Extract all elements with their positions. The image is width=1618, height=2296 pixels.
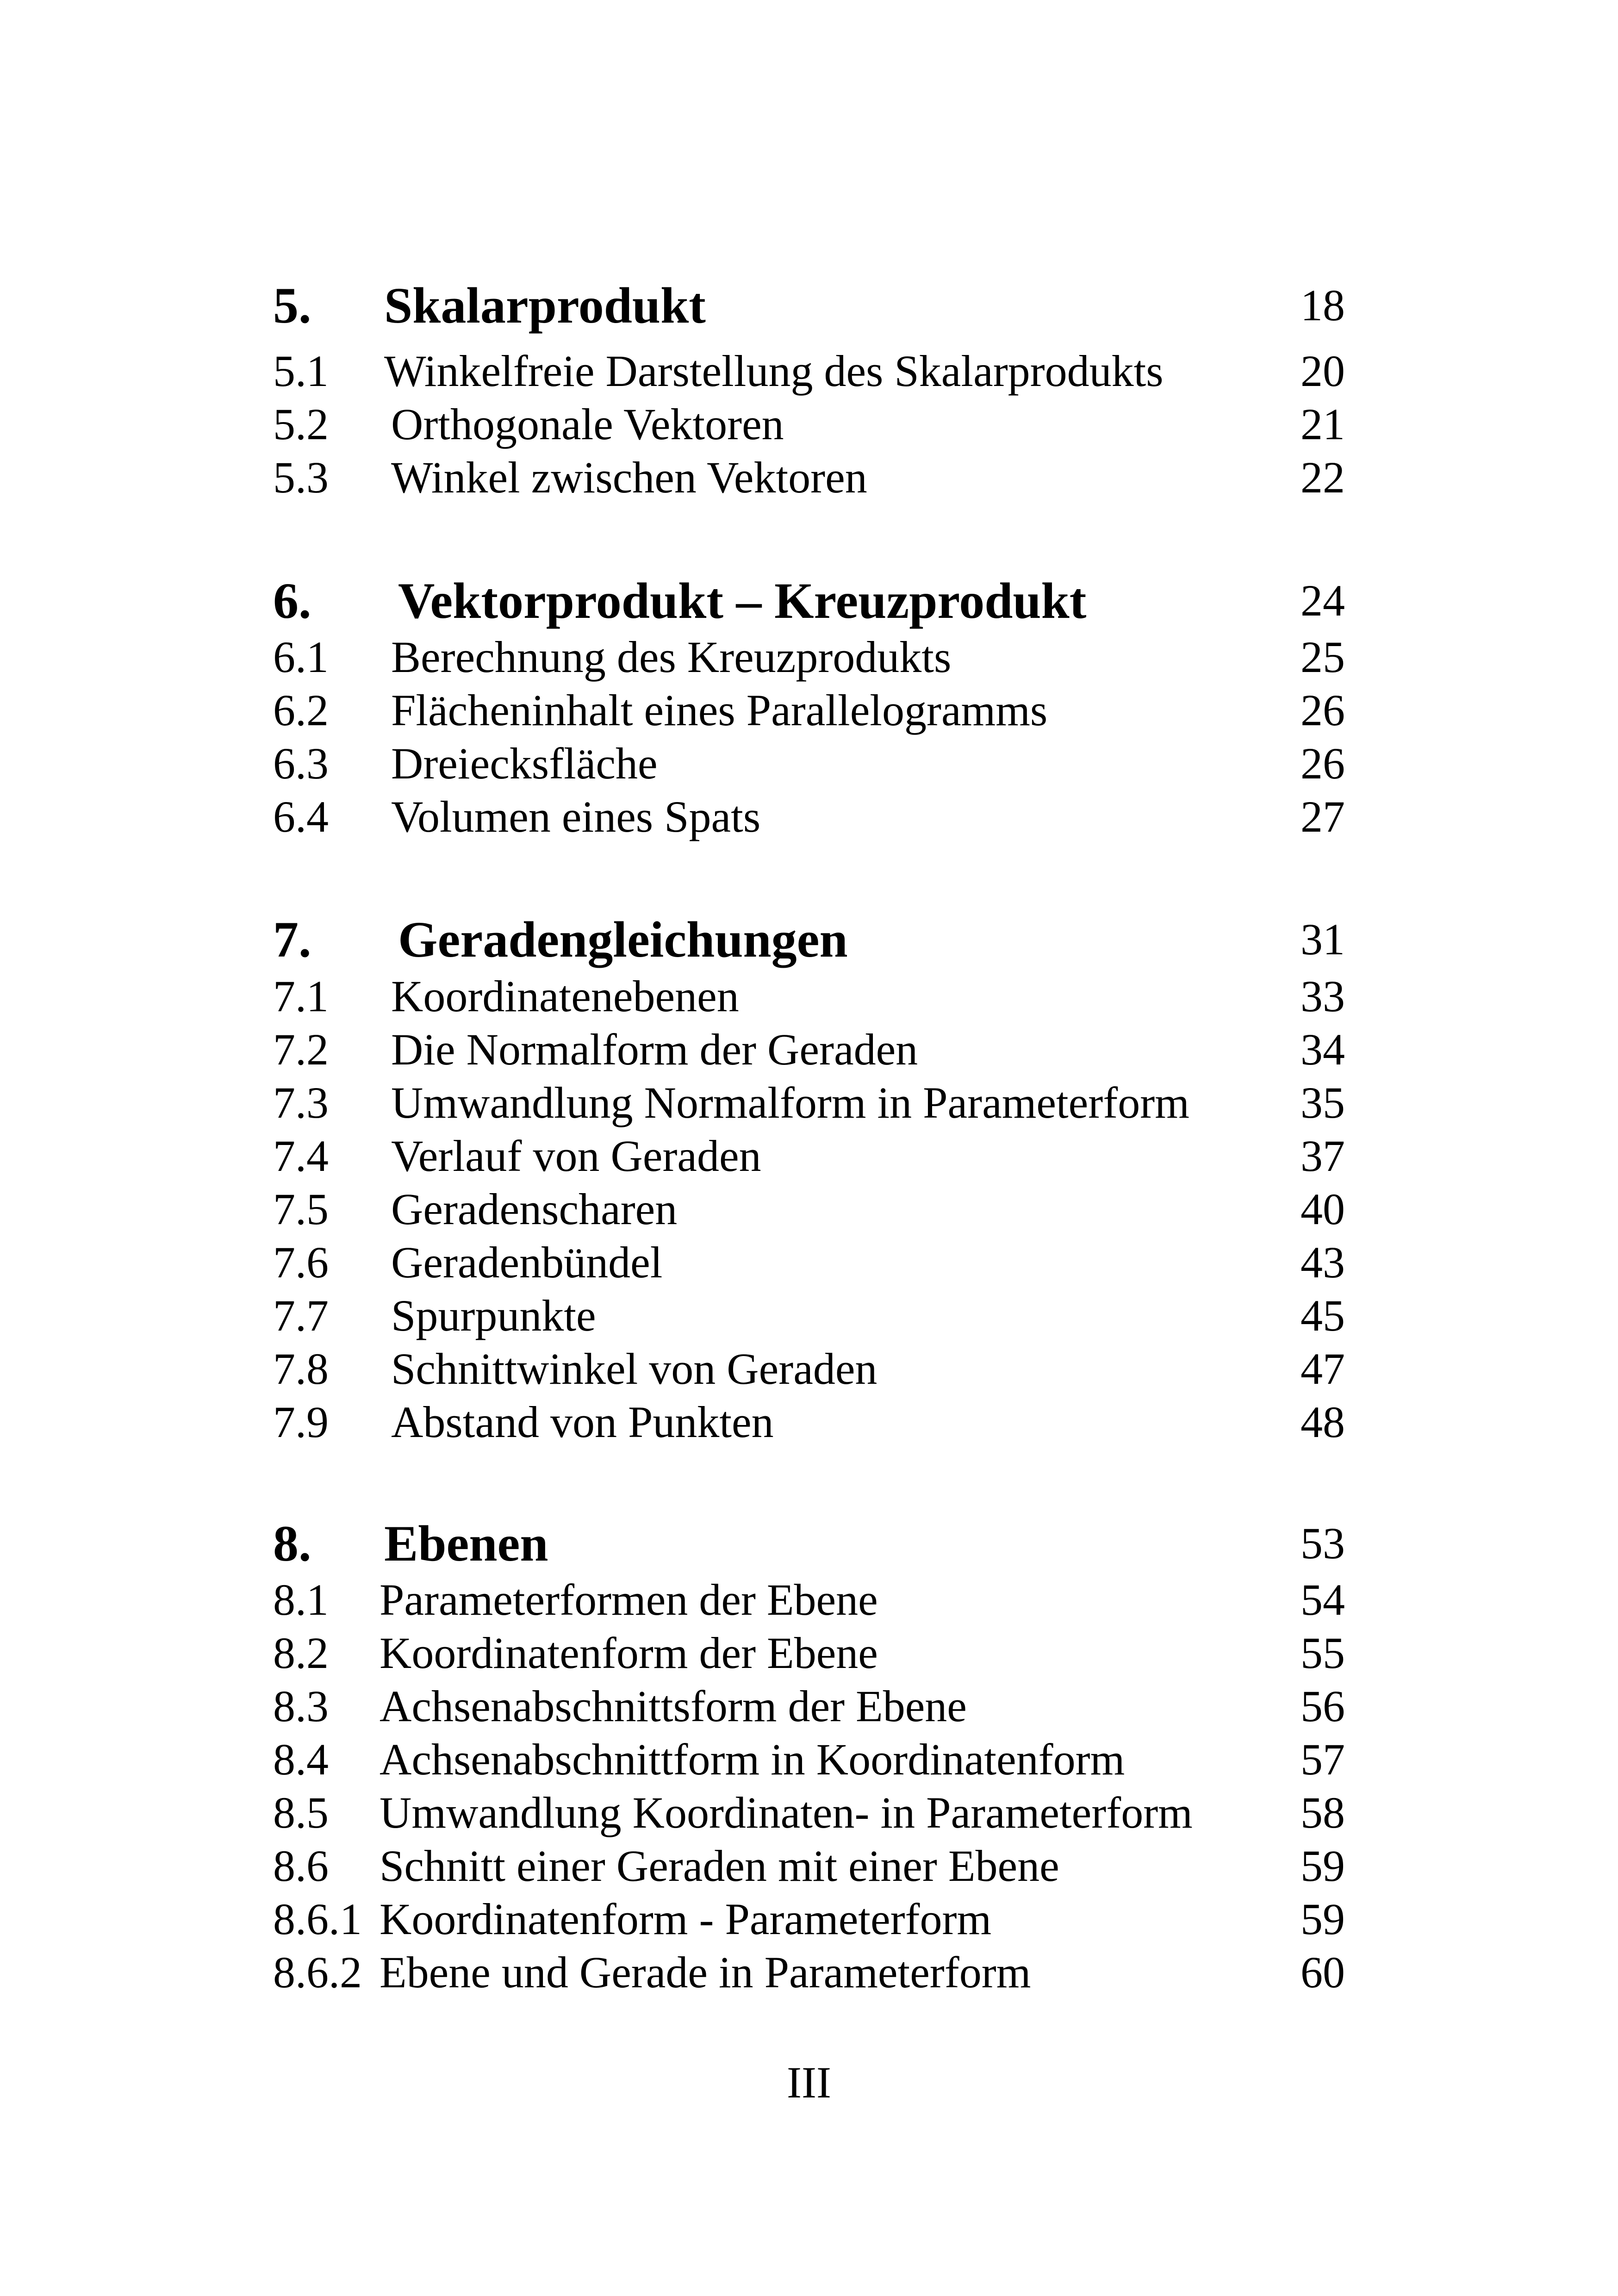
toc-entry-6-4 bbox=[0, 789, 1618, 845]
entry-page: 45 bbox=[1301, 1291, 1345, 1340]
toc-entry-5-3 bbox=[0, 450, 1618, 505]
toc-entry-5-1 bbox=[0, 343, 1618, 399]
chapter-number: 8. bbox=[273, 1515, 311, 1572]
entry-title: Umwandlung Koordinaten- in Parameterform bbox=[380, 1788, 1193, 1837]
chapter-title: Geradengleichungen bbox=[398, 911, 848, 968]
entry-page: 27 bbox=[1301, 792, 1345, 841]
entry-number: 6.3 bbox=[273, 739, 329, 788]
entry-number: 8.5 bbox=[273, 1788, 329, 1837]
entry-page: 43 bbox=[1301, 1238, 1345, 1287]
chapter-6-heading bbox=[0, 573, 1618, 628]
entry-page: 47 bbox=[1301, 1344, 1345, 1394]
entry-title: Winkel zwischen Vektoren bbox=[391, 453, 867, 502]
entry-number: 8.2 bbox=[273, 1628, 329, 1678]
entry-number: 8.3 bbox=[273, 1681, 329, 1731]
toc-entry-8-5 bbox=[0, 1785, 1618, 1841]
entry-page: 60 bbox=[1301, 1948, 1345, 1997]
entry-title: Volumen eines Spats bbox=[391, 792, 761, 841]
entry-page: 26 bbox=[1301, 685, 1345, 735]
entry-page: 59 bbox=[1301, 1841, 1345, 1891]
entry-number: 7.1 bbox=[273, 971, 329, 1021]
entry-page: 22 bbox=[1301, 453, 1345, 502]
entry-page: 58 bbox=[1301, 1788, 1345, 1837]
entry-page: 55 bbox=[1301, 1628, 1345, 1678]
chapter-title: Skalarprodukt bbox=[384, 277, 706, 334]
chapter-number: 6. bbox=[273, 572, 311, 629]
entry-number: 7.7 bbox=[273, 1291, 329, 1340]
entry-page: 25 bbox=[1301, 632, 1345, 682]
chapter-5-heading bbox=[0, 278, 1618, 333]
entry-number: 8.4 bbox=[273, 1735, 329, 1784]
entry-page: 59 bbox=[1301, 1894, 1345, 1944]
entry-number: 5.3 bbox=[273, 453, 329, 502]
entry-page: 37 bbox=[1301, 1131, 1345, 1181]
entry-title: Koordinatenform der Ebene bbox=[380, 1628, 878, 1678]
entry-number: 7.2 bbox=[273, 1025, 329, 1074]
entry-number: 7.6 bbox=[273, 1238, 329, 1287]
entry-page: 48 bbox=[1301, 1397, 1345, 1447]
entry-title: Dreiecksfläche bbox=[391, 739, 658, 788]
entry-title: Geradenscharen bbox=[391, 1184, 678, 1234]
toc-entry-8-6-2 bbox=[0, 1945, 1618, 2000]
entry-number: 8.6.1 bbox=[273, 1894, 362, 1944]
entry-title: Koordinatenform - Parameterform bbox=[380, 1894, 992, 1944]
chapter-page: 31 bbox=[1301, 915, 1345, 964]
toc-entry-7-3 bbox=[0, 1075, 1618, 1131]
entry-page: 57 bbox=[1301, 1735, 1345, 1784]
entry-page: 21 bbox=[1301, 399, 1345, 449]
toc-entry-8-2 bbox=[0, 1625, 1618, 1681]
chapter-page: 18 bbox=[1301, 280, 1345, 330]
entry-page: 56 bbox=[1301, 1681, 1345, 1731]
entry-title: Abstand von Punkten bbox=[391, 1397, 774, 1447]
toc-entry-7-2 bbox=[0, 1022, 1618, 1077]
entry-number: 7.9 bbox=[273, 1397, 329, 1447]
entry-title: Winkelfreie Darstellung des Skalarprodukts bbox=[384, 346, 1164, 396]
chapter-number: 5. bbox=[273, 277, 311, 334]
entry-title: Orthogonale Vektoren bbox=[391, 399, 784, 449]
entry-title: Achsenabschnittform in Koordinatenform bbox=[380, 1735, 1125, 1784]
entry-title: Verlauf von Geraden bbox=[391, 1131, 761, 1181]
entry-page: 34 bbox=[1301, 1025, 1345, 1074]
chapter-page: 53 bbox=[1301, 1518, 1345, 1568]
entry-page: 26 bbox=[1301, 739, 1345, 788]
entry-number: 8.6 bbox=[273, 1841, 329, 1891]
entry-number: 8.1 bbox=[273, 1575, 329, 1624]
toc-entry-6-3 bbox=[0, 736, 1618, 791]
entry-page: 33 bbox=[1301, 971, 1345, 1021]
toc-entry-8-6 bbox=[0, 1838, 1618, 1894]
chapter-page: 24 bbox=[1301, 576, 1345, 625]
toc-entry-8-4 bbox=[0, 1732, 1618, 1787]
entry-title: Die Normalform der Geraden bbox=[391, 1025, 918, 1074]
entry-number: 7.5 bbox=[273, 1184, 329, 1234]
chapter-7-heading bbox=[0, 912, 1618, 967]
toc-entry-7-5 bbox=[0, 1182, 1618, 1237]
entry-title: Koordinatenebenen bbox=[391, 971, 739, 1021]
chapter-title: Vektorprodukt – Kreuzprodukt bbox=[398, 572, 1087, 629]
entry-title: Schnittwinkel von Geraden bbox=[391, 1344, 877, 1394]
entry-page: 35 bbox=[1301, 1078, 1345, 1127]
entry-number: 8.6.2 bbox=[273, 1948, 362, 1997]
toc-entry-6-2 bbox=[0, 683, 1618, 738]
entry-title: Parameterformen der Ebene bbox=[380, 1575, 878, 1624]
toc-entry-5-2 bbox=[0, 397, 1618, 452]
entry-number: 6.1 bbox=[273, 632, 329, 682]
toc-entry-7-1 bbox=[0, 969, 1618, 1024]
toc-entry-7-9 bbox=[0, 1394, 1618, 1450]
entry-title: Achsenabschnittsform der Ebene bbox=[380, 1681, 967, 1731]
toc-entry-7-6 bbox=[0, 1235, 1618, 1290]
entry-title: Flächeninhalt eines Parallelogramms bbox=[391, 685, 1048, 735]
page-number: III bbox=[787, 2058, 831, 2107]
entry-number: 6.2 bbox=[273, 685, 329, 735]
entry-number: 6.4 bbox=[273, 792, 329, 841]
entry-number: 7.3 bbox=[273, 1078, 329, 1127]
entry-title: Berechnung des Kreuzprodukts bbox=[391, 632, 952, 682]
entry-number: 5.1 bbox=[273, 346, 329, 396]
chapter-number: 7. bbox=[273, 911, 311, 968]
toc-entry-6-1 bbox=[0, 629, 1618, 685]
entry-title: Ebene und Gerade in Parameterform bbox=[380, 1948, 1031, 1997]
entry-title: Schnitt einer Geraden mit einer Ebene bbox=[380, 1841, 1059, 1891]
toc-entry-8-1 bbox=[0, 1572, 1618, 1628]
entry-title: Spurpunkte bbox=[391, 1291, 596, 1340]
entry-page: 20 bbox=[1301, 346, 1345, 396]
toc-entry-7-8 bbox=[0, 1341, 1618, 1397]
entry-title: Umwandlung Normalform in Parameterform bbox=[391, 1078, 1189, 1127]
toc-entry-8-6-1 bbox=[0, 1892, 1618, 1947]
entry-number: 7.4 bbox=[273, 1131, 329, 1181]
chapter-8-heading bbox=[0, 1516, 1618, 1571]
toc-entry-8-3 bbox=[0, 1679, 1618, 1734]
entry-page: 40 bbox=[1301, 1184, 1345, 1234]
entry-page: 54 bbox=[1301, 1575, 1345, 1624]
entry-number: 7.8 bbox=[273, 1344, 329, 1394]
entry-title: Geradenbündel bbox=[391, 1238, 663, 1287]
entry-number: 5.2 bbox=[273, 399, 329, 449]
chapter-title: Ebenen bbox=[384, 1515, 548, 1572]
toc-entry-7-4 bbox=[0, 1128, 1618, 1184]
toc-entry-7-7 bbox=[0, 1288, 1618, 1344]
